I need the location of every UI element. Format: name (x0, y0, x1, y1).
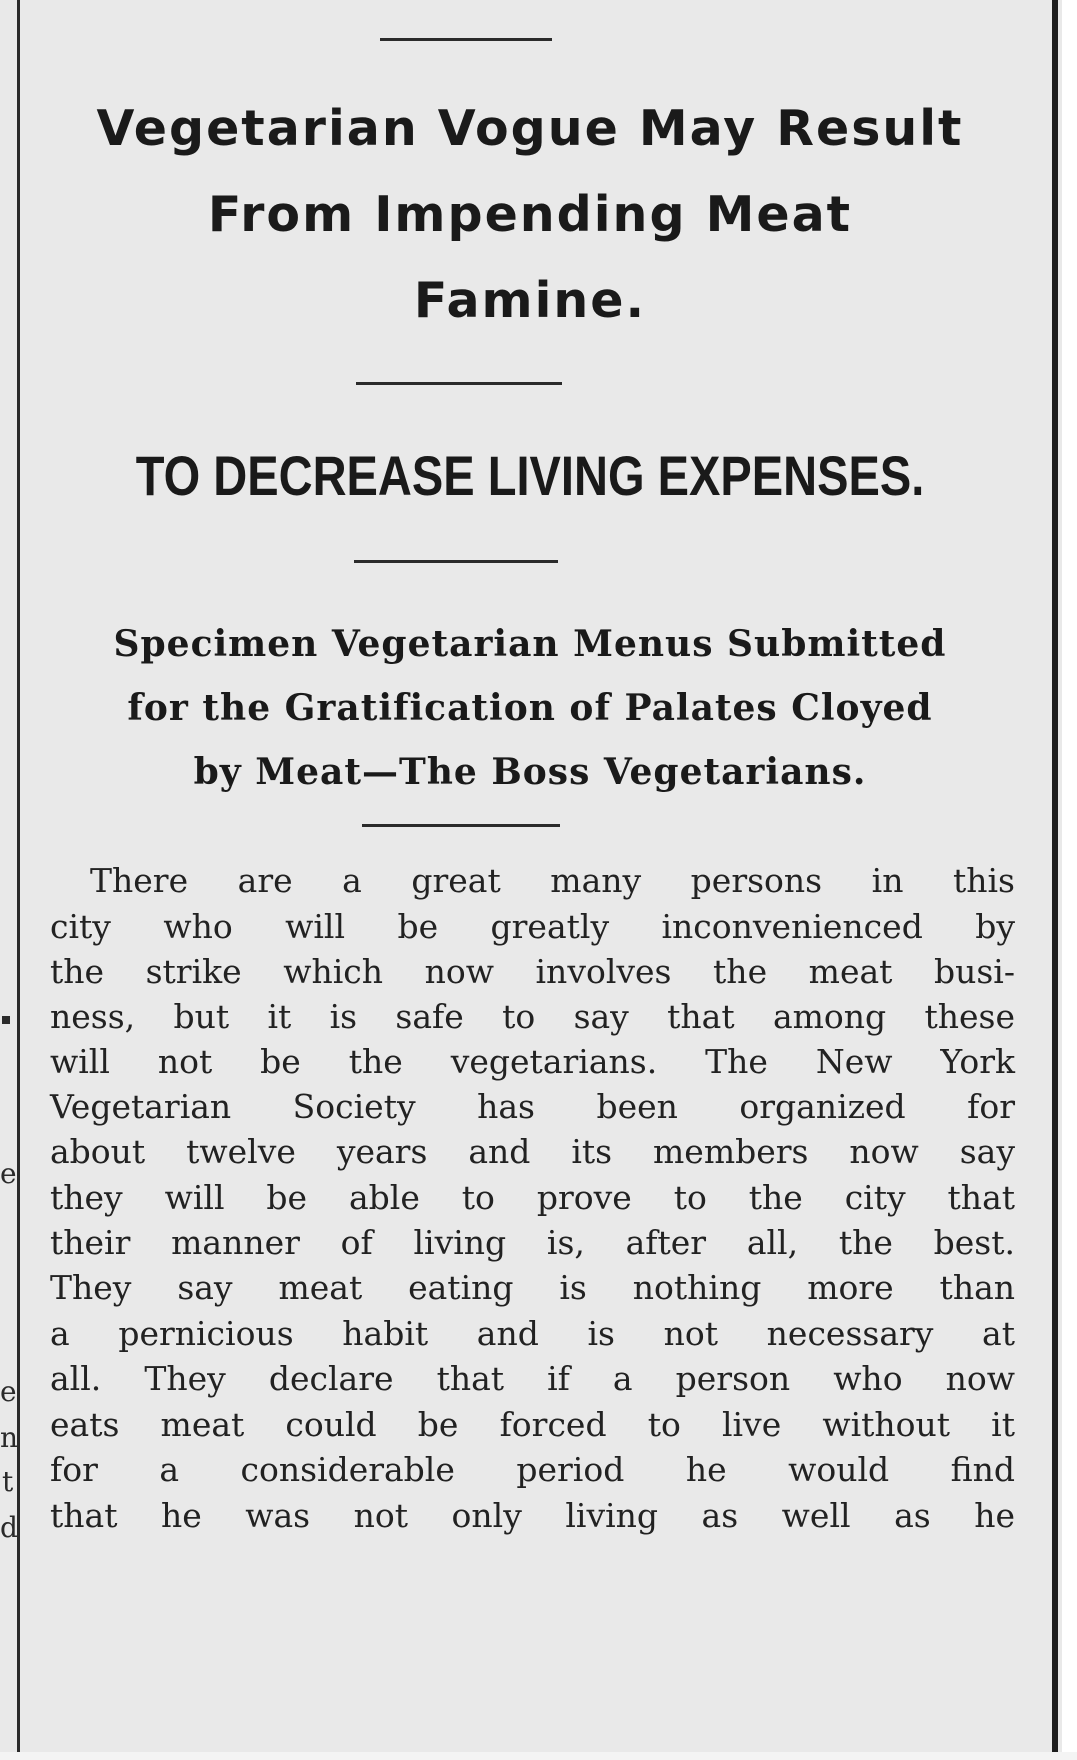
headline-deck3-line1: Specimen Vegetarian Menus Submitted (113, 623, 947, 665)
body-line: eats meat could be forced to live without it (50, 1405, 1015, 1444)
body-line: will not be the vegetarians. The New York (50, 1042, 1015, 1081)
top-rule (380, 38, 552, 41)
headline-deck3-line3: by Meat—The Boss Vegetarians. (193, 751, 867, 793)
body-line: ness, but it is safe to say that among these (50, 997, 1015, 1036)
body-line: the strike which now involves the meat busi- (50, 952, 1015, 991)
margin-fragment: t (2, 1465, 14, 1498)
body-line: all. They declare that if a person who now (50, 1359, 1015, 1398)
margin-fragment: d (0, 1511, 18, 1544)
margin-fragment: e (0, 1375, 17, 1408)
body-line: There are a great many persons in this (90, 861, 1015, 900)
deck-divider (356, 382, 562, 385)
body-line: a pernicious habit and is not necessary at (50, 1314, 1015, 1353)
body-line: that he was not only living as well as he (50, 1496, 1015, 1535)
page-edge-border (1052, 0, 1058, 1752)
body-line: their manner of living is, after all, the best. (50, 1223, 1015, 1262)
body-line: about twelve years and its members now say (50, 1132, 1015, 1171)
margin-mark (2, 1016, 10, 1024)
deck-divider (354, 560, 558, 563)
margin-fragment: n (0, 1421, 19, 1454)
body-line: Vegetarian Society has been organized for (50, 1087, 1015, 1126)
headline-deck1-line3: Famine. (413, 272, 647, 329)
deck-divider (362, 824, 560, 827)
body-line: they will be able to prove to the city that (50, 1178, 1015, 1217)
body-line: They say meat eating is nothing more than (50, 1268, 1015, 1307)
headline-deck1-line1: Vegetarian Vogue May Result (96, 100, 964, 157)
headline-deck1-line2: From Impending Meat (207, 186, 853, 243)
column-rule (17, 0, 20, 1752)
headline-deck2: TO DECREASE LIVING EXPENSES. (135, 444, 925, 507)
bottom-strip (0, 1752, 1077, 1760)
margin-fragment: e (0, 1157, 17, 1190)
body-line: city who will be greatly inconvenienced by (50, 907, 1015, 946)
headline-deck3-line2: for the Gratification of Palates Cloyed (127, 687, 933, 729)
body-line: for a considerable period he would find (50, 1450, 1015, 1489)
